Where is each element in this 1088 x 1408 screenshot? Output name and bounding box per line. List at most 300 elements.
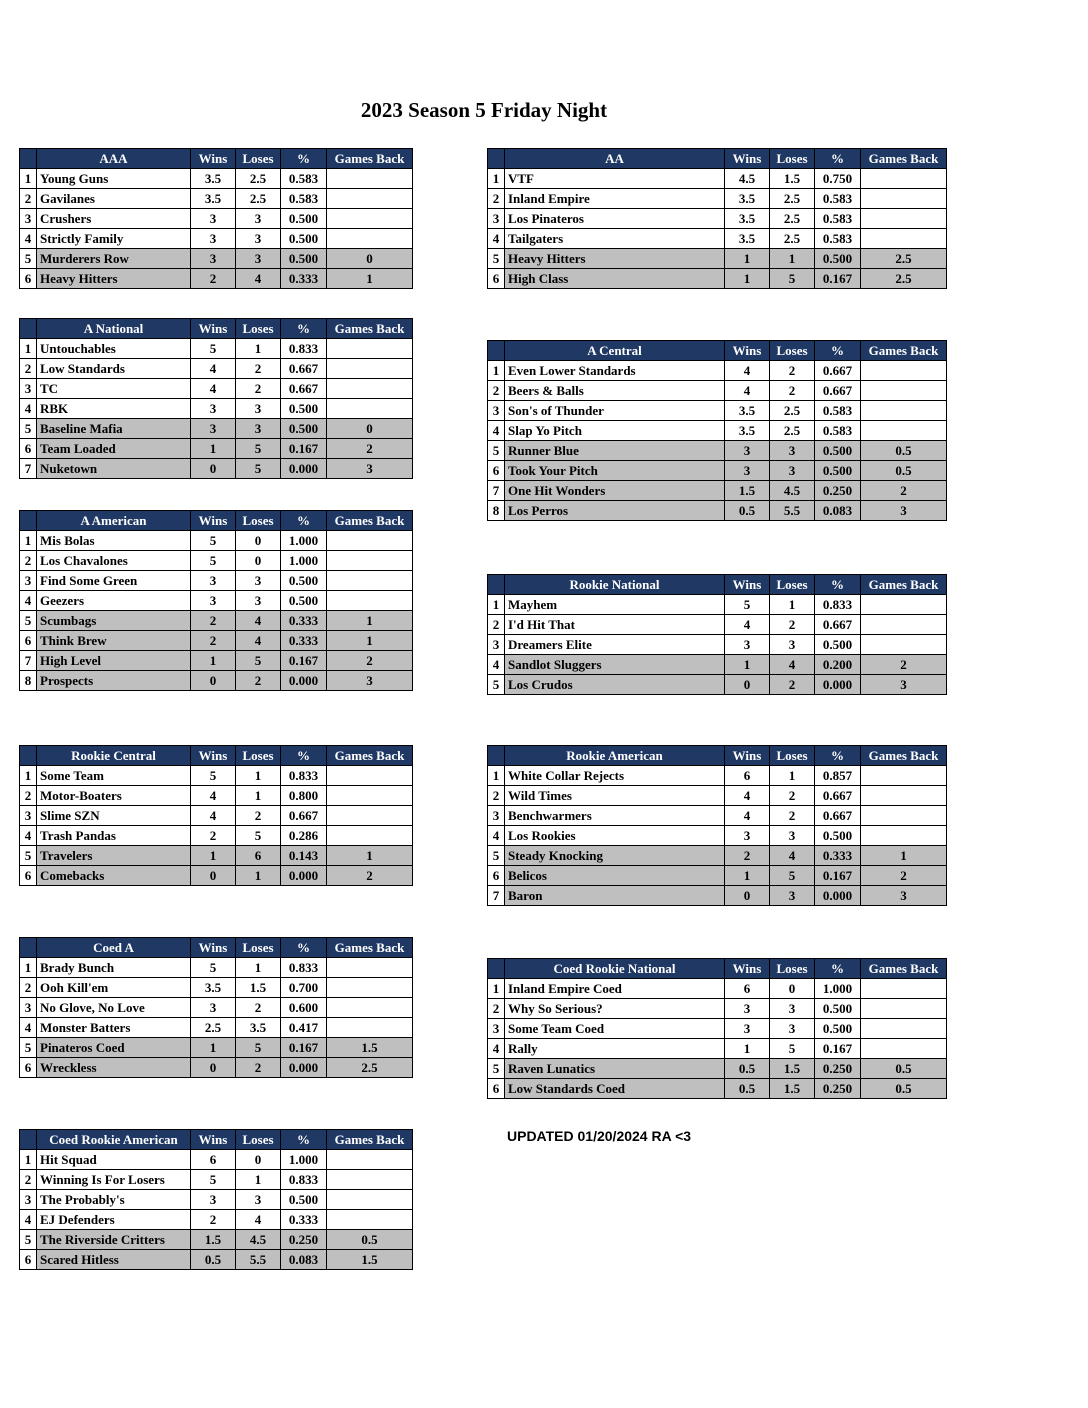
rank-cell: 6 [488,866,505,886]
team-name-cell: Some Team Coed [505,1019,725,1039]
wins-cell: 3.5 [725,421,770,441]
rank-cell: 1 [20,958,37,978]
loses-cell: 2 [236,359,281,379]
division-name: Rookie Central [37,746,191,766]
games-back-cell [327,1190,413,1210]
rank-cell: 5 [488,249,505,269]
loses-cell: 3 [770,886,815,906]
games-back-cell [861,979,947,999]
division-header-spacer [488,746,505,766]
games-back-cell: 2 [327,866,413,886]
team-name-cell: Motor-Boaters [37,786,191,806]
pct-cell: 0.500 [281,591,327,611]
pct-cell: 1.000 [281,531,327,551]
wins-cell: 1 [191,1038,236,1058]
standings-table-coed-a [19,937,413,1078]
pct-cell: 0.583 [815,209,861,229]
standings-row [20,419,413,439]
rank-cell: 3 [20,1190,37,1210]
team-name-cell: Untouchables [37,339,191,359]
pct-cell: 0.286 [281,826,327,846]
rank-cell: 4 [20,591,37,611]
games-back-cell: 0.5 [861,461,947,481]
standings-table-coed-rookie-american [19,1129,413,1270]
team-name-cell: VTF [505,169,725,189]
team-name-cell: Find Some Green [37,571,191,591]
team-name-cell: Los Crudos [505,675,725,695]
standings-row [488,655,947,675]
pct-cell: 0.083 [281,1250,327,1270]
wins-cell: 3.5 [191,978,236,998]
loses-cell: 2 [770,806,815,826]
games-back-cell: 0 [327,419,413,439]
pct-cell: 0.500 [281,571,327,591]
standings-row [20,766,413,786]
division-name: Coed Rookie National [505,959,725,979]
pct-header: % [815,575,861,595]
loses-cell: 3 [770,1019,815,1039]
games-back-cell: 2.5 [861,269,947,289]
wins-cell: 2 [191,1210,236,1230]
rank-cell: 3 [20,571,37,591]
games-back-header: Games Back [327,1130,413,1150]
wins-cell: 5 [191,1170,236,1190]
division-header-spacer [20,319,37,339]
team-name-cell: Even Lower Standards [505,361,725,381]
team-name-cell: Dreamers Elite [505,635,725,655]
wins-cell: 1 [725,866,770,886]
division-header-spacer [488,575,505,595]
team-name-cell: Low Standards Coed [505,1079,725,1099]
rank-cell: 1 [20,766,37,786]
pct-cell: 0.333 [281,631,327,651]
division-header-spacer [20,511,37,531]
games-back-header: Games Back [861,575,947,595]
games-back-cell [327,786,413,806]
wins-cell: 4 [725,381,770,401]
games-back-cell: 1.5 [327,1038,413,1058]
division-header-spacer [20,149,37,169]
wins-cell: 0 [725,675,770,695]
standings-row [20,1038,413,1058]
loses-cell: 1 [236,786,281,806]
loses-header: Loses [236,319,281,339]
games-back-cell: 2 [861,866,947,886]
standings-row [488,401,947,421]
rank-cell: 5 [488,846,505,866]
standings-row [488,361,947,381]
standings-row [488,826,947,846]
rank-cell: 5 [20,846,37,866]
wins-header: Wins [725,959,770,979]
wins-cell: 4 [725,361,770,381]
loses-cell: 4 [236,1210,281,1230]
games-back-cell [327,399,413,419]
loses-cell: 2 [770,615,815,635]
pct-cell: 0.167 [815,866,861,886]
pct-header: % [815,149,861,169]
standings-table-rookie-american [487,745,947,906]
games-back-cell [861,999,947,1019]
pct-cell: 0.500 [281,419,327,439]
games-back-cell: 3 [861,675,947,695]
rank-cell: 4 [20,1210,37,1230]
rank-cell: 3 [488,1019,505,1039]
loses-cell: 5 [236,1038,281,1058]
rank-cell: 2 [488,999,505,1019]
standings-row [20,786,413,806]
pct-cell: 0.583 [815,421,861,441]
team-name-cell: TC [37,379,191,399]
wins-cell: 3.5 [725,209,770,229]
rank-cell: 7 [488,481,505,501]
table-header-row [20,746,413,766]
loses-cell: 2.5 [236,169,281,189]
loses-cell: 3 [236,249,281,269]
wins-header: Wins [191,149,236,169]
wins-cell: 2 [191,269,236,289]
standings-row [488,189,947,209]
loses-cell: 3 [770,461,815,481]
rank-cell: 3 [20,379,37,399]
wins-cell: 0 [191,459,236,479]
standings-row [20,359,413,379]
games-back-cell: 0 [327,249,413,269]
wins-cell: 3 [191,419,236,439]
loses-cell: 2.5 [770,209,815,229]
pct-cell: 0.700 [281,978,327,998]
team-name-cell: Baseline Mafia [37,419,191,439]
team-name-cell: Wild Times [505,786,725,806]
team-name-cell: Pinateros Coed [37,1038,191,1058]
games-back-cell [861,766,947,786]
wins-cell: 1.5 [725,481,770,501]
games-back-cell [327,339,413,359]
games-back-cell [861,1039,947,1059]
rank-cell: 5 [20,611,37,631]
pct-cell: 0.333 [281,1210,327,1230]
games-back-cell: 2.5 [861,249,947,269]
standings-row [20,631,413,651]
pct-cell: 0.000 [281,1058,327,1078]
rank-cell: 8 [488,501,505,521]
standings-row [20,1230,413,1250]
wins-cell: 5 [191,339,236,359]
standings-row [20,866,413,886]
pct-header: % [815,959,861,979]
games-back-cell [327,1018,413,1038]
wins-cell: 2 [191,826,236,846]
games-back-cell [327,1210,413,1230]
loses-cell: 3.5 [236,1018,281,1038]
games-back-cell [327,806,413,826]
pct-cell: 0.500 [815,1019,861,1039]
team-name-cell: Why So Serious? [505,999,725,1019]
loses-header: Loses [770,746,815,766]
rank-cell: 1 [20,1150,37,1170]
pct-cell: 0.857 [815,766,861,786]
games-back-cell [327,359,413,379]
rank-cell: 2 [20,978,37,998]
games-back-cell: 3 [861,501,947,521]
games-back-header: Games Back [861,341,947,361]
games-back-cell: 1 [327,631,413,651]
team-name-cell: Heavy Hitters [505,249,725,269]
wins-cell: 3 [191,571,236,591]
table-header-row [20,149,413,169]
standings-row [488,229,947,249]
wins-cell: 0 [725,886,770,906]
rank-cell: 3 [488,806,505,826]
pct-cell: 0.500 [815,826,861,846]
pct-cell: 0.583 [815,229,861,249]
standings-row [20,1250,413,1270]
pct-cell: 0.083 [815,501,861,521]
games-back-cell [327,591,413,611]
wins-cell: 3.5 [725,229,770,249]
rank-cell: 7 [488,886,505,906]
division-name: AA [505,149,725,169]
pct-cell: 0.000 [815,675,861,695]
standings-row [20,459,413,479]
rank-cell: 2 [488,189,505,209]
loses-header: Loses [236,938,281,958]
wins-cell: 2.5 [191,1018,236,1038]
rank-cell: 2 [20,359,37,379]
loses-header: Loses [770,341,815,361]
pct-cell: 0.500 [815,461,861,481]
wins-header: Wins [191,938,236,958]
games-back-cell [327,958,413,978]
standings-row [20,399,413,419]
standings-row [488,441,947,461]
table-header-row [20,511,413,531]
pct-cell: 0.333 [281,611,327,631]
games-back-header: Games Back [327,746,413,766]
rank-cell: 4 [488,826,505,846]
games-back-cell [861,361,947,381]
standings-row [488,501,947,521]
pct-cell: 0.500 [815,999,861,1019]
games-back-cell: 3 [327,459,413,479]
loses-cell: 5 [236,651,281,671]
games-back-cell: 0.5 [861,1059,947,1079]
team-name-cell: I'd Hit That [505,615,725,635]
standings-row [488,615,947,635]
games-back-cell [327,998,413,1018]
loses-header: Loses [770,959,815,979]
rank-cell: 6 [20,439,37,459]
games-back-cell [861,421,947,441]
updated-note: UPDATED 01/20/2024 RA <3 [507,1128,692,1144]
table-header-row [488,575,947,595]
wins-cell: 4.5 [725,169,770,189]
games-back-cell: 0.5 [327,1230,413,1250]
wins-cell: 6 [725,979,770,999]
team-name-cell: Ooh Kill'em [37,978,191,998]
loses-cell: 4.5 [770,481,815,501]
team-name-cell: Tailgaters [505,229,725,249]
loses-cell: 0 [236,551,281,571]
pct-cell: 0.750 [815,169,861,189]
team-name-cell: Beers & Balls [505,381,725,401]
standings-table-coed-rookie-national [487,958,947,1099]
pct-cell: 0.500 [281,229,327,249]
pct-cell: 0.583 [815,401,861,421]
team-name-cell: Monster Batters [37,1018,191,1038]
wins-cell: 4 [725,806,770,826]
games-back-header: Games Back [327,511,413,531]
standings-row [488,846,947,866]
team-name-cell: Los Pinateros [505,209,725,229]
rank-cell: 8 [20,671,37,691]
loses-cell: 2 [236,379,281,399]
pct-cell: 0.500 [281,209,327,229]
team-name-cell: Strictly Family [37,229,191,249]
team-name-cell: One Hit Wonders [505,481,725,501]
rank-cell: 5 [20,249,37,269]
wins-cell: 3 [725,1019,770,1039]
standings-row [488,1019,947,1039]
games-back-cell: 2.5 [327,1058,413,1078]
team-name-cell: Some Team [37,766,191,786]
pct-cell: 0.500 [815,441,861,461]
wins-cell: 5 [191,958,236,978]
loses-cell: 5 [236,826,281,846]
games-back-cell: 2 [861,655,947,675]
loses-cell: 3 [236,399,281,419]
games-back-cell [327,826,413,846]
standings-row [20,1170,413,1190]
standings-table-a-central [487,340,947,521]
standings-row [488,675,947,695]
loses-cell: 1 [770,249,815,269]
pct-cell: 0.333 [281,269,327,289]
pct-header: % [281,1130,327,1150]
table-header-row [20,938,413,958]
rank-cell: 2 [20,189,37,209]
wins-cell: 3 [191,209,236,229]
pct-cell: 0.167 [815,1039,861,1059]
loses-cell: 5 [236,459,281,479]
loses-cell: 5 [236,439,281,459]
standings-row [20,958,413,978]
games-back-cell [861,1019,947,1039]
loses-cell: 2.5 [770,189,815,209]
standings-row [488,595,947,615]
pct-header: % [281,319,327,339]
wins-cell: 1 [725,269,770,289]
team-name-cell: Benchwarmers [505,806,725,826]
rank-cell: 3 [488,401,505,421]
team-name-cell: Geezers [37,591,191,611]
team-name-cell: Wreckless [37,1058,191,1078]
standings-row [488,766,947,786]
wins-cell: 1 [725,655,770,675]
pct-cell: 0.500 [281,249,327,269]
table-header-row [20,1130,413,1150]
games-back-cell [861,189,947,209]
wins-cell: 0 [191,866,236,886]
standings-row [488,886,947,906]
pct-cell: 0.583 [281,169,327,189]
rank-cell: 4 [20,399,37,419]
wins-header: Wins [191,1130,236,1150]
team-name-cell: Scumbags [37,611,191,631]
division-name: Coed Rookie American [37,1130,191,1150]
pct-header: % [281,149,327,169]
team-name-cell: Hit Squad [37,1150,191,1170]
rank-cell: 2 [20,551,37,571]
division-header-spacer [20,1130,37,1150]
loses-cell: 2.5 [770,421,815,441]
pct-cell: 0.667 [281,806,327,826]
standings-row [488,421,947,441]
table-header-row [488,746,947,766]
wins-cell: 3 [191,998,236,1018]
standings-row [20,209,413,229]
pct-cell: 0.667 [815,381,861,401]
wins-cell: 1 [191,846,236,866]
pct-cell: 0.200 [815,655,861,675]
standings-row [488,209,947,229]
wins-cell: 6 [725,766,770,786]
team-name-cell: Comebacks [37,866,191,886]
standings-table-rookie-national [487,574,947,695]
rank-cell: 1 [488,361,505,381]
games-back-cell [327,379,413,399]
wins-cell: 0.5 [191,1250,236,1270]
pct-cell: 0.333 [815,846,861,866]
standings-row [20,806,413,826]
standings-row [20,671,413,691]
pct-cell: 0.167 [281,651,327,671]
wins-cell: 3 [725,635,770,655]
games-back-cell: 3 [861,886,947,906]
loses-cell: 1.5 [236,978,281,998]
standings-row [20,998,413,1018]
loses-cell: 3 [236,571,281,591]
rank-cell: 4 [20,229,37,249]
pct-cell: 0.167 [815,269,861,289]
team-name-cell: Team Loaded [37,439,191,459]
wins-cell: 3.5 [191,169,236,189]
team-name-cell: The Riverside Critters [37,1230,191,1250]
team-name-cell: RBK [37,399,191,419]
wins-cell: 6 [191,1150,236,1170]
division-header-spacer [488,341,505,361]
rank-cell: 4 [488,1039,505,1059]
games-back-cell [861,806,947,826]
standings-row [20,978,413,998]
team-name-cell: Rally [505,1039,725,1059]
loses-cell: 3 [236,1190,281,1210]
games-back-cell [861,615,947,635]
games-back-cell: 1.5 [327,1250,413,1270]
page-title: 2023 Season 5 Friday Night [360,98,608,122]
loses-cell: 0 [236,1150,281,1170]
pct-cell: 0.667 [815,806,861,826]
standings-row [20,1210,413,1230]
pct-cell: 0.143 [281,846,327,866]
standings-row [488,786,947,806]
rank-cell: 2 [20,1170,37,1190]
team-name-cell: Heavy Hitters [37,269,191,289]
loses-cell: 2.5 [770,401,815,421]
wins-cell: 3 [725,999,770,1019]
rank-cell: 3 [488,209,505,229]
team-name-cell: Inland Empire Coed [505,979,725,999]
